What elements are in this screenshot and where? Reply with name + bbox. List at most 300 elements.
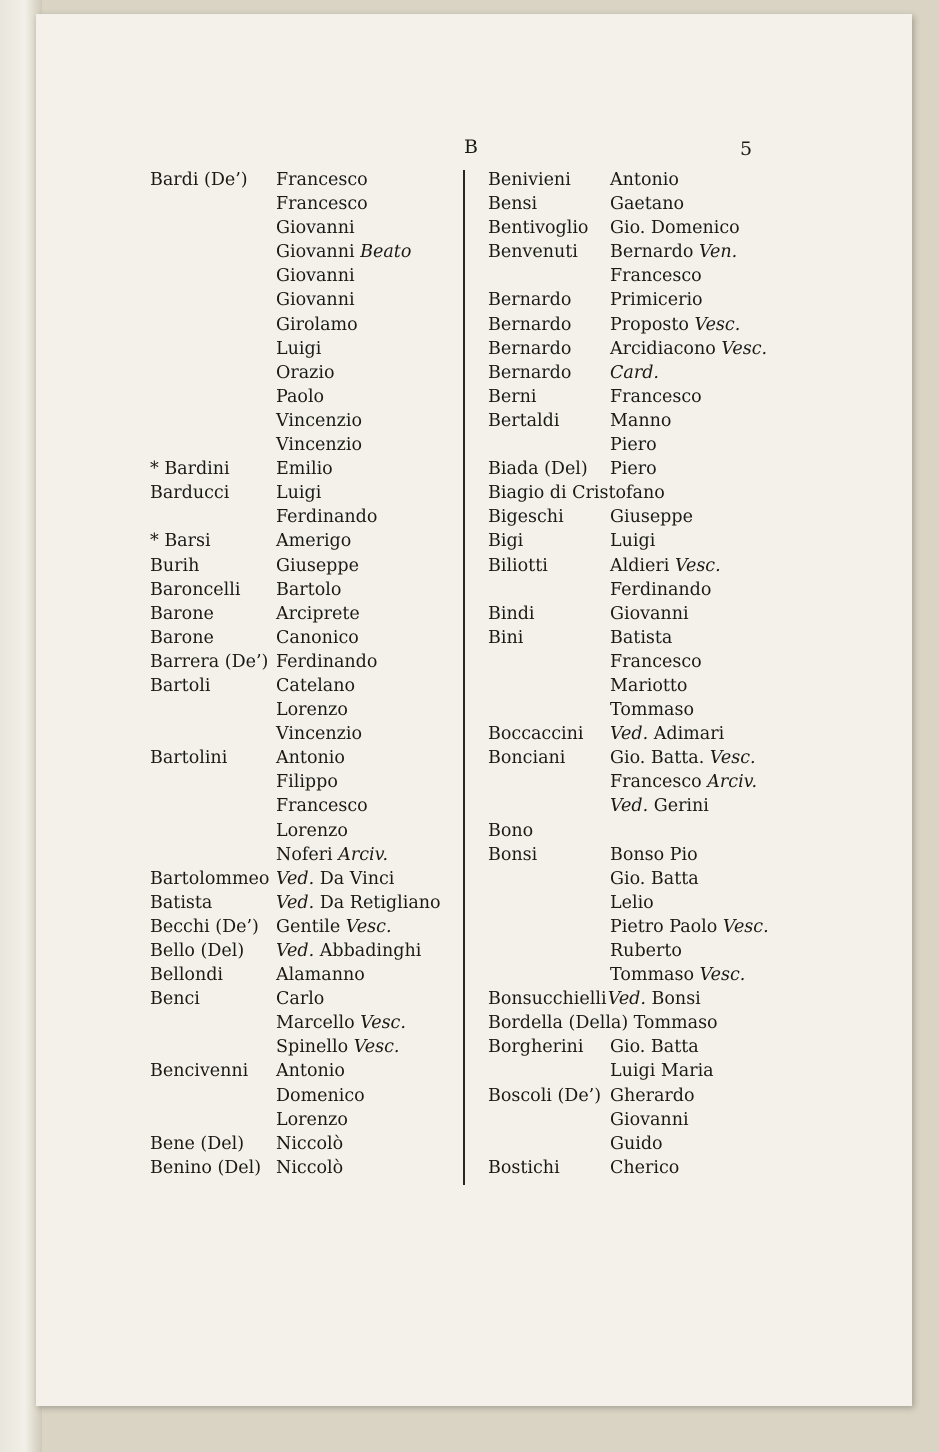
given-name-text: Filippo: [276, 772, 338, 793]
title-note: Vesc.: [722, 916, 769, 937]
given-name: [608, 987, 701, 1011]
given-name-text: Arcidiacono: [610, 338, 716, 359]
given-name: [610, 867, 699, 891]
given-name: [610, 650, 702, 674]
name-entry: [488, 1035, 788, 1059]
name-entry: [488, 529, 788, 553]
left-name-column: [150, 168, 455, 1180]
given-name-text: Francesco: [610, 651, 702, 672]
given-name: [276, 963, 365, 987]
name-entry: [150, 1156, 455, 1180]
given-name: [610, 505, 693, 529]
name-entry: [488, 770, 788, 794]
given-name-text: Bonso Pio: [610, 844, 698, 865]
surname: Bene (Del): [150, 1133, 245, 1154]
given-name: [276, 288, 355, 312]
given-name: [610, 313, 740, 337]
given-name-text: Cherico: [610, 1157, 680, 1178]
given-name: [276, 939, 421, 963]
given-name: [276, 1084, 365, 1108]
title-note: Ved.: [276, 941, 315, 961]
given-name: [610, 794, 709, 818]
given-name: [276, 385, 324, 409]
given-name: [610, 409, 671, 433]
given-name-text: Giuseppe: [610, 507, 693, 528]
given-name-text: Alamanno: [276, 965, 365, 986]
given-name-text: Amerigo: [276, 531, 352, 552]
given-name-text: Gio. Batta.: [610, 748, 705, 769]
name-entry: [150, 288, 455, 312]
given-name: [610, 288, 703, 312]
name-entry: [150, 264, 455, 288]
name-entry: [488, 819, 788, 843]
surname: Batista: [150, 892, 213, 913]
name-entry: [488, 385, 788, 409]
name-entry: [488, 1156, 788, 1180]
given-name-text: Noferi: [276, 844, 333, 865]
name-entry: [488, 313, 788, 337]
given-name: [276, 1059, 345, 1083]
given-name-text: Lorenzo: [276, 1109, 348, 1130]
surname: Bonsucchielli: [488, 989, 607, 1010]
name-entry: [488, 409, 788, 433]
name-entry: [150, 168, 455, 192]
surname: Bono: [488, 820, 534, 841]
given-name: [610, 433, 657, 457]
title-note: Ved.: [610, 796, 649, 817]
surname: * Barsi: [150, 531, 211, 552]
name-entry: [488, 1132, 788, 1156]
given-name: [276, 1011, 406, 1035]
surname: Biagio di Cristofano: [488, 483, 665, 504]
surname: Bensi: [488, 194, 538, 215]
given-name-text: Marcello: [276, 1013, 355, 1034]
given-name-text: Francesco: [276, 796, 368, 817]
surname: * Bardini: [150, 459, 230, 480]
title-note: Vesc.: [674, 555, 721, 576]
surname: Berni: [488, 386, 537, 407]
name-entry: [150, 794, 455, 818]
surname: Burih: [150, 555, 200, 576]
given-name-text: Gio. Batta: [610, 1037, 699, 1058]
given-name-text: Lorenzo: [276, 700, 348, 721]
given-name-text: Gherardo: [610, 1085, 695, 1106]
name-entry: [488, 746, 788, 770]
given-name-text: Emilio: [276, 459, 333, 480]
name-entry: [150, 361, 455, 385]
surname: Bardi (De’): [150, 170, 248, 190]
name-entry: [488, 481, 788, 505]
name-entry: [150, 987, 455, 1011]
given-name: [610, 264, 702, 288]
given-name-text: Ferdinando: [610, 579, 712, 600]
given-name: [276, 602, 360, 626]
surname: Bellondi: [150, 965, 224, 986]
name-entry: [150, 891, 455, 915]
name-entry: [488, 288, 788, 312]
given-name: [276, 361, 335, 385]
given-name-text: Domenico: [276, 1085, 365, 1106]
name-entry: [150, 1132, 455, 1156]
name-entry: [488, 554, 788, 578]
given-name-text: Piero: [610, 459, 657, 480]
name-entry: [150, 554, 455, 578]
given-name: [276, 891, 441, 915]
given-name: [276, 168, 368, 192]
given-name: [276, 192, 368, 216]
name-entry: [150, 1035, 455, 1059]
name-entry: [488, 674, 788, 698]
given-name: [610, 746, 756, 770]
given-name: [610, 698, 694, 722]
given-name-text: Proposto: [610, 314, 689, 335]
surname: Bartolommeo: [150, 868, 270, 889]
given-name-text: Gaetano: [610, 194, 685, 215]
name-entry: [150, 843, 455, 867]
given-name: [610, 240, 737, 264]
surname: Becchi (De’): [150, 916, 259, 937]
surname: Bini: [488, 627, 524, 648]
name-entry: [150, 385, 455, 409]
related-family: Abbadinghi: [319, 941, 422, 961]
title-note: Vesc.: [353, 1037, 400, 1058]
title-note: Vesc.: [709, 748, 756, 769]
related-family: Bonsi: [651, 989, 701, 1010]
surname: Bencivenni: [150, 1061, 249, 1082]
title-note: Ved.: [276, 892, 315, 913]
given-name-text: Vincenzio: [276, 410, 362, 431]
surname: Barone: [150, 603, 214, 624]
given-name-text: Giovanni: [610, 1109, 689, 1130]
name-entry: [150, 481, 455, 505]
given-name-text: Luigi: [610, 531, 656, 552]
name-entry: [150, 409, 455, 433]
given-name: [610, 963, 745, 987]
given-name: [610, 1059, 714, 1083]
surname: Benvenuti: [488, 242, 578, 263]
name-entry: [150, 1011, 455, 1035]
name-entry: [488, 433, 788, 457]
given-name-text: Gio. Batta: [610, 868, 699, 889]
given-name: [276, 746, 345, 770]
name-entry: [488, 843, 788, 867]
surname: Bartolini: [150, 748, 228, 769]
given-name: [610, 216, 740, 240]
name-entry: [150, 578, 455, 602]
name-entry: [488, 192, 788, 216]
given-name: [276, 409, 362, 433]
given-name: [610, 337, 767, 361]
given-name: [276, 313, 358, 337]
given-name: [610, 529, 655, 553]
surname: Bonciani: [488, 748, 566, 769]
name-entry: [150, 313, 455, 337]
given-name-text: Orazio: [276, 362, 335, 383]
title-note: Ven.: [698, 242, 738, 263]
name-entry: [488, 457, 788, 481]
given-name-text: Antonio: [610, 170, 679, 190]
given-name-text: Paolo: [276, 386, 325, 407]
given-name-text: Tommaso: [610, 965, 694, 986]
title-note: Vesc.: [345, 916, 392, 937]
given-name-text: Giovanni: [276, 290, 355, 311]
given-name-text: Ferdinando: [276, 507, 378, 528]
given-name-text: Antonio: [276, 748, 345, 769]
name-entry: [150, 963, 455, 987]
given-name-text: Vincenzio: [276, 724, 362, 745]
given-name: [276, 794, 368, 818]
surname: Barone: [150, 627, 214, 648]
name-entry: [488, 1059, 788, 1083]
name-entry: [488, 915, 788, 939]
related-family: Da Retigliano: [319, 892, 441, 913]
given-name: [610, 1035, 699, 1059]
name-entry: [488, 602, 788, 626]
related-family: Da Vinci: [319, 868, 395, 889]
name-entry: [488, 650, 788, 674]
page-number: 5: [740, 138, 753, 160]
given-name: [610, 1108, 689, 1132]
given-name-text: Giovanni: [610, 603, 689, 624]
given-name: [634, 1011, 718, 1035]
surname: Bordella (Della): [488, 1013, 629, 1034]
related-family: Tommaso: [633, 1013, 718, 1034]
given-name: [276, 626, 359, 650]
given-name-text: Manno: [610, 410, 672, 431]
name-entry: [488, 794, 788, 818]
surname: Bonsi: [488, 844, 538, 865]
given-name-text: Antonio: [276, 1061, 345, 1082]
surname: Boscoli (De’): [488, 1085, 602, 1106]
name-entry: [488, 722, 788, 746]
given-name-text: Spinello: [276, 1037, 349, 1058]
given-name-text: Lelio: [610, 892, 654, 913]
name-entry: [488, 337, 788, 361]
given-name: [610, 674, 687, 698]
given-name-text: Arciprete: [276, 603, 360, 624]
given-name-text: Tommaso: [610, 700, 694, 721]
given-name: [610, 602, 689, 626]
name-entry: [488, 216, 788, 240]
name-entry: [488, 867, 788, 891]
given-name-text: Luigi Maria: [610, 1061, 714, 1082]
name-entry: [488, 168, 788, 192]
name-entry: [150, 216, 455, 240]
surname: Bigeschi: [488, 507, 564, 528]
given-name: [610, 626, 672, 650]
name-entry: [488, 505, 788, 529]
given-name: [610, 891, 654, 915]
name-entry: [150, 626, 455, 650]
given-name: [276, 915, 392, 939]
name-entry: [150, 770, 455, 794]
given-name-text: Niccolò: [276, 1133, 344, 1154]
name-entry: [488, 963, 788, 987]
surname: Bentivoglio: [488, 218, 589, 239]
given-name-text: Mariotto: [610, 675, 688, 696]
surname: Biliotti: [488, 555, 548, 576]
title-note: Beato: [360, 242, 412, 263]
given-name-text: Luigi: [276, 483, 322, 504]
name-entry: [150, 529, 455, 553]
given-name: [276, 578, 341, 602]
name-entry: [488, 891, 788, 915]
name-entry: [150, 1084, 455, 1108]
given-name-text: Vincenzio: [276, 435, 362, 456]
given-name-text: Aldieri: [610, 555, 670, 576]
given-name-text: Luigi: [276, 338, 322, 359]
given-name: [276, 240, 411, 264]
given-name: [610, 578, 711, 602]
given-name: [276, 1035, 399, 1059]
given-name-text: Francesco: [610, 266, 702, 287]
given-name-text: Ferdinando: [276, 651, 378, 672]
right-name-column: [488, 168, 788, 1180]
given-name: [610, 168, 679, 192]
name-entry: [488, 987, 788, 1011]
given-name: [610, 915, 769, 939]
given-name: [276, 843, 388, 867]
given-name: [610, 457, 657, 481]
given-name: [276, 867, 394, 891]
given-name: [276, 1108, 348, 1132]
name-entry: [150, 939, 455, 963]
given-name-text: Bartolo: [276, 579, 342, 600]
given-name-text: Catelano: [276, 675, 356, 696]
surname: Bernardo: [488, 314, 572, 335]
given-name-text: Giovanni: [276, 266, 355, 287]
title-note: Vesc.: [721, 338, 768, 359]
name-entry: [150, 746, 455, 770]
given-name-text: Ruberto: [610, 941, 682, 961]
name-entry: [488, 939, 788, 963]
given-name: [276, 722, 362, 746]
name-entry: [488, 240, 788, 264]
given-name: [610, 361, 659, 385]
given-name: [610, 192, 684, 216]
surname: Biada (Del): [488, 459, 588, 480]
name-entry: [150, 915, 455, 939]
surname: Bernardo: [488, 290, 572, 311]
given-name: [610, 1132, 663, 1156]
surname: Bartoli: [150, 675, 211, 696]
given-name-text: Lorenzo: [276, 820, 348, 841]
given-name: [610, 554, 721, 578]
surname: Bernardo: [488, 362, 572, 383]
name-entry: [488, 698, 788, 722]
given-name-text: Batista: [610, 627, 673, 648]
title-note: Vesc.: [694, 314, 741, 335]
surname: Barrera (De’): [150, 651, 269, 672]
name-entry: [488, 1011, 788, 1035]
surname: Bindi: [488, 603, 535, 624]
title-note: Card.: [610, 362, 659, 383]
name-entry: [150, 674, 455, 698]
surname: Bigi: [488, 531, 524, 552]
given-name-text: Bernardo: [610, 242, 694, 263]
name-entry: [488, 578, 788, 602]
given-name-text: Francesco: [276, 194, 368, 215]
name-entry: [150, 433, 455, 457]
title-note: Arciv.: [707, 772, 758, 793]
name-entry: [150, 240, 455, 264]
given-name-text: Primicerio: [610, 290, 703, 311]
given-name: [276, 819, 348, 843]
given-name: [276, 337, 321, 361]
given-name: [276, 481, 321, 505]
name-entry: [150, 819, 455, 843]
given-name: [276, 433, 362, 457]
given-name: [276, 987, 324, 1011]
given-name: [610, 939, 682, 963]
section-letter: B: [464, 136, 478, 158]
surname: Bernardo: [488, 338, 572, 359]
title-note: Vesc.: [360, 1013, 406, 1034]
related-family: Adimari: [653, 724, 725, 745]
given-name-text: Giovanni: [276, 218, 355, 239]
surname: Benci: [150, 989, 200, 1010]
title-note: Ved.: [610, 724, 649, 745]
name-entry: [150, 1059, 455, 1083]
surname: Benivieni: [488, 170, 571, 190]
given-name: [276, 698, 348, 722]
name-entry: [488, 1108, 788, 1132]
name-entry: [150, 337, 455, 361]
given-name: [610, 843, 698, 867]
given-name-text: Girolamo: [276, 314, 358, 335]
name-entry: [488, 361, 788, 385]
surname: Bertaldi: [488, 410, 560, 431]
name-entry: [150, 650, 455, 674]
surname: Baroncelli: [150, 579, 241, 600]
given-name-text: Francesco: [610, 386, 702, 407]
given-name: [610, 722, 724, 746]
given-name: [276, 1132, 343, 1156]
given-name-text: Gio. Domenico: [610, 218, 740, 239]
given-name: [276, 1156, 343, 1180]
related-family: Gerini: [653, 796, 709, 817]
given-name: [610, 770, 757, 794]
surname: Barducci: [150, 483, 230, 504]
name-entry: [150, 602, 455, 626]
name-entry: [150, 1108, 455, 1132]
name-entry: [150, 505, 455, 529]
given-name-text: Niccolò: [276, 1157, 344, 1178]
surname: Boccaccini: [488, 724, 584, 745]
given-name: [610, 1156, 679, 1180]
name-entry: [150, 722, 455, 746]
given-name-text: Guido: [610, 1133, 663, 1154]
surname: Bello (Del): [150, 941, 245, 961]
page-header: [0, 136, 939, 166]
title-note: Ved.: [276, 868, 315, 889]
given-name: [276, 770, 338, 794]
given-name: [276, 650, 377, 674]
given-name-text: Carlo: [276, 989, 325, 1010]
given-name-text: Francesco: [610, 772, 702, 793]
given-name: [276, 674, 355, 698]
title-note: Arciv.: [338, 844, 389, 865]
surname: Bostichi: [488, 1157, 560, 1178]
title-note: Vesc.: [699, 965, 746, 986]
given-name: [610, 1084, 695, 1108]
given-name: [276, 554, 359, 578]
given-name-text: Giuseppe: [276, 555, 359, 576]
title-note: Ved.: [607, 989, 646, 1010]
surname: Borgherini: [488, 1037, 584, 1058]
given-name-text: Canonico: [276, 627, 359, 648]
given-name: [276, 216, 355, 240]
